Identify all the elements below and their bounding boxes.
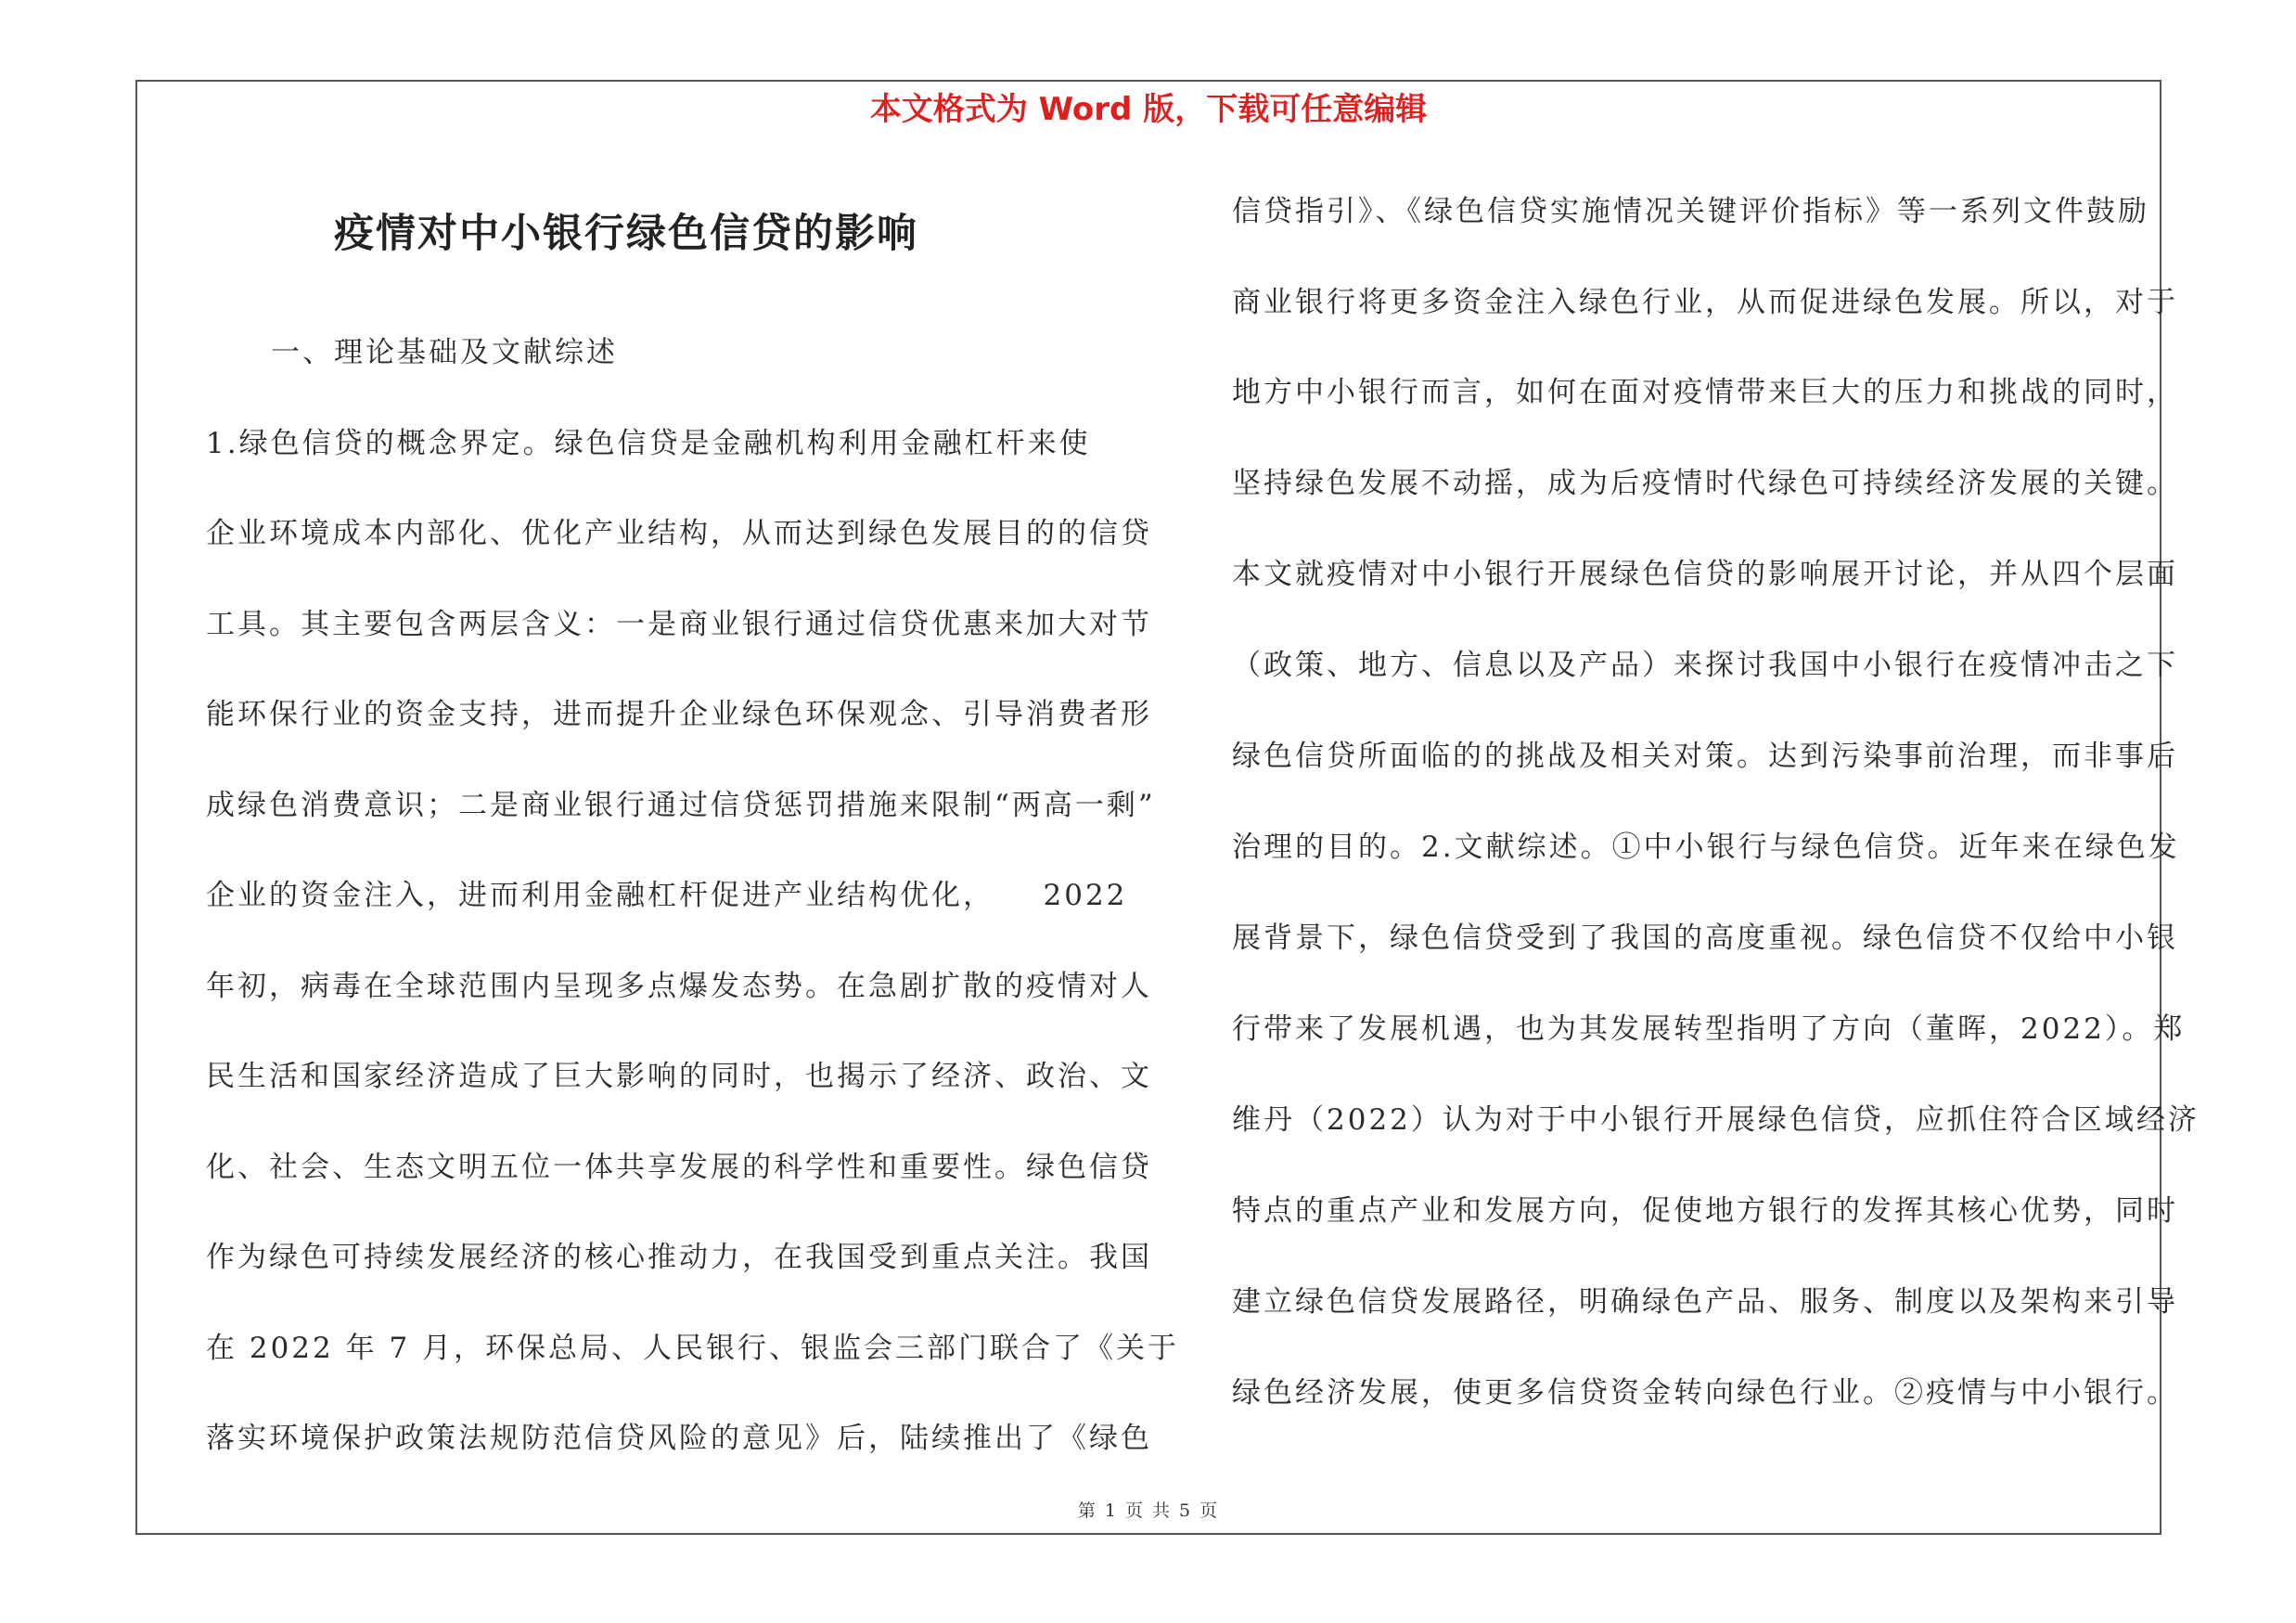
paragraph-line: 在 2022 年 7 月，环保总局、人民银行、银监会三部门联合了《关于 xyxy=(206,1332,1180,1365)
paragraph-line: 建立绿色信贷发展路径，明确绿色产品、服务、制度以及架构来引导 xyxy=(1232,1285,2178,1319)
paragraph-line: 信贷指引》、《绿色信贷实施情况关键评价指标》等一系列文件鼓励 xyxy=(1232,195,2149,228)
paragraph-line: 年初，病毒在全球范围内呈现多点爆发态势。在急剧扩散的疫情对人 xyxy=(206,970,1152,1003)
paragraph-line: 工具。其主要包含两层含义：一是商业银行通过信贷优惠来加大对节 xyxy=(206,608,1152,641)
paragraph-line: 本文就疫情对中小银行开展绿色信贷的影响展开讨论，并从四个层面 xyxy=(1232,558,2178,591)
page-number-footer: 第 1 页 共 5 页 xyxy=(1077,1501,1220,1521)
paragraph-line: 企业环境成本内部化、优化产业结构，从而达到绿色发展目的的信贷 xyxy=(206,517,1152,550)
paragraph-line: 治理的目的。2.文献综述。①中小银行与绿色信贷。近年来在绿色发 xyxy=(1232,831,2180,864)
paragraph-line: 行带来了发展机遇，也为其发展转型指明了方向（董晖，2022）。郑 xyxy=(1232,1012,2186,1046)
paragraph-line: 地方中小银行而言，如何在面对疫情带来巨大的压力和挑战的同时， xyxy=(1232,376,2178,409)
paragraph-line: 商业银行将更多资金注入绿色行业，从而促进绿色发展。所以，对于 xyxy=(1232,286,2178,319)
section-heading: 一、理论基础及文献综述 xyxy=(271,336,618,369)
paragraph-line: 展背景下，绿色信贷受到了我国的高度重视。绿色信贷不仅给中小银 xyxy=(1232,921,2178,955)
paragraph-line: 化、社会、生态文明五位一体共享发展的科学性和重要性。绿色信贷 xyxy=(206,1151,1152,1184)
paragraph-line: 落实环境保护政策法规防范信贷风险的意见》后，陆续推出了《绿色 xyxy=(206,1422,1152,1455)
paragraph-line: 维丹（2022）认为对于中小银行开展绿色信贷，应抓住符合区域经济 xyxy=(1232,1103,2200,1137)
paragraph-line: 企业的资金注入，进而利用金融杠杆促进产业结构优化， 2022 xyxy=(206,879,1128,912)
paragraph-line: （政策、地方、信息以及产品）来探讨我国中小银行在疫情冲击之下 xyxy=(1232,649,2178,682)
paragraph-line: 绿色信贷所面临的的挑战及相关对策。达到污染事前治理，而非事后 xyxy=(1232,740,2178,773)
paragraph-line: 1.绿色信贷的概念界定。绿色信贷是金融机构利用金融杠杆来使 xyxy=(206,427,1091,460)
paragraph-line: 特点的重点产业和发展方向，促使地方银行的发挥其核心优势，同时 xyxy=(1232,1194,2178,1228)
paragraph-line: 成绿色消费意识；二是商业银行通过信贷惩罚措施来限制“两高一剩” xyxy=(206,789,1156,822)
paragraph-line: 坚持绿色发展不动摇，成为后疫情时代绿色可持续经济发展的关键。 xyxy=(1232,467,2178,500)
paragraph-line: 能环保行业的资金支持，进而提升企业绿色环保观念、引导消费者形 xyxy=(206,698,1152,731)
document-title: 疫情对中小银行绿色信贷的影响 xyxy=(334,211,918,257)
paragraph-line: 民生活和国家经济造成了巨大影响的同时，也揭示了经济、政治、文 xyxy=(206,1060,1152,1093)
format-notice-banner: 本文格式为 Word 版，下载可任意编辑 xyxy=(869,91,1428,128)
paragraph-line: 绿色经济发展，使更多信贷资金转向绿色行业。②疫情与中小银行。 xyxy=(1232,1376,2178,1410)
paragraph-line: 作为绿色可持续发展经济的核心推动力，在我国受到重点关注。我国 xyxy=(206,1241,1152,1274)
